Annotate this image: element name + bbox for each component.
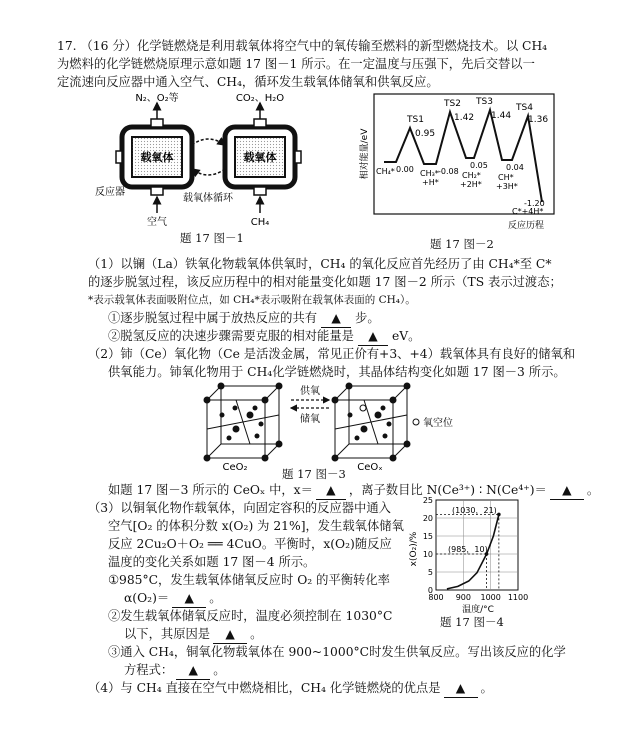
ts3-value: 1.44 (491, 111, 512, 121)
ts1-label: TS1 (407, 115, 424, 125)
figure-4-chart (408, 494, 529, 615)
fig3-ceox-label: CeOₓ (357, 462, 383, 473)
species-c4h: C*+4H* (512, 207, 544, 216)
fig1-cycle-label: 载氧体循环 (183, 193, 233, 204)
part3-line3: 反应 2Cu₂O＋O₂ ══ 4CuO。平衡时，x(O₂)随反应 (108, 537, 392, 551)
fig4-xtick-label: 1000 (480, 593, 501, 602)
fig4-xtick-label: 1100 (507, 593, 529, 602)
part2-line2: 供氧能力。铈氧化物用于 CH₄化学链燃烧时，其晶体结构变化如题 17 图－3 所示。 (108, 365, 566, 379)
min5-value: -1.20 (524, 199, 545, 208)
part1-q1-blank[interactable]: ▲ (321, 310, 351, 328)
ts4-value: 1.36 (528, 115, 549, 125)
fig4-ytick-label: 5 (427, 568, 433, 577)
fig4-point-a-label: (1030，21) (452, 506, 497, 515)
fig3-store-label: 储氧 (300, 414, 320, 425)
part1-line1: （1）以镧（La）铁氧化物载氧体供氧时，CH₄ 的氧化反应首先经历了由 CH₄*至 C* (88, 257, 552, 271)
oxygen-vacancy-marker (360, 405, 366, 411)
figure-1-diagram (95, 95, 315, 245)
fig3-ceo2-label: CeO₂ (222, 462, 248, 473)
fig4-ylabel: x(O₂)/% (409, 531, 419, 567)
ceox-lattice (335, 386, 407, 458)
part1-q1: ①逐步脱氢过程中属于放热反应的共有 ▲ 步。 (108, 310, 380, 328)
fig4-xtick-label: 800 (428, 593, 444, 602)
species-ch2: CH₂* (462, 171, 481, 180)
fig1-left-box-label: 载氧体 (140, 151, 174, 164)
min1-value: 0.00 (396, 165, 414, 174)
fig4-ytick-label: 25 (422, 496, 433, 505)
fig4-xlabel: 温度/°C (462, 605, 494, 615)
figure-3-crystal (195, 380, 465, 473)
part3-q3-line1: ③通入 CH₄，铜氧化物载氧体在 900~1000°C时发生供氧反应。写出该反应的化学 (108, 645, 566, 659)
fig1-reactor-label: 反应器 (95, 187, 125, 198)
part3-line2: 空气[O₂ 的体积分数 x(O₂) 为 21%]，发生载氧体储氧 (108, 519, 404, 533)
fig1-right-box-label: 载氧体 (243, 151, 277, 164)
legend-vacancy-icon (413, 419, 419, 425)
part4-question: （4）与 CH₄ 直接在空气中燃烧相比，CH₄ 化学链燃烧的优点是 ▲ 。 (88, 680, 493, 698)
part3-q2-line2: 以下，其原因是 ▲ 。 (124, 626, 262, 644)
fig3-supply-label: 供氧 (300, 386, 320, 397)
fig4-ytick-label: 20 (422, 514, 433, 523)
part3-q3-line2: 方程式： ▲ 。 (124, 662, 226, 680)
part3-q1-blank[interactable]: ▲ (172, 590, 206, 608)
species-3h: +3H* (496, 182, 518, 191)
ts4-label: TS4 (516, 103, 533, 113)
ts1-value: 0.95 (415, 129, 436, 139)
question-intro-line1: 17. （16 分）化学链燃烧是利用载氧体将空气中的氧传输至燃料的新型燃烧技术。以 CH₄ (57, 39, 548, 53)
question-intro-line3: 定流速向反应器中通入空气、CH₄，循环发生载氧体储氧和供氧反应。 (57, 75, 439, 89)
question-points: （16 分） (80, 39, 137, 53)
part4-blank[interactable]: ▲ (444, 680, 478, 698)
fig4-ytick-label: 15 (422, 532, 433, 541)
part2-ratio-blank[interactable]: ▲ (550, 482, 584, 500)
fig2-caption: 题 17 图－2 (430, 237, 494, 251)
part1-q2: ②脱氢反应的决速步骤需要克服的相对能量是 ▲ eV。 (108, 328, 420, 346)
fig2-y-axis-label: 相对能量/eV (360, 128, 370, 180)
fig1-caption: 题 17 图－1 (180, 231, 244, 245)
species-ch3: CH₃* (420, 169, 439, 178)
part3-line4: 温度的变化关系如题 17 图－4 所示。 (108, 555, 316, 569)
fig3-legend-label: 氧空位 (423, 418, 453, 429)
fig4-xtick-label: 900 (455, 593, 471, 602)
ts3-label: TS3 (476, 97, 493, 107)
part3-line1: （3）以铜氧化物作载氧体，向固定容积的反应器中通入 (88, 501, 391, 515)
fig1-top-left-label: N₂、O₂等 (135, 93, 179, 104)
question-number: 17. (57, 39, 77, 53)
part1-q2-blank[interactable]: ▲ (358, 328, 388, 346)
fig4-point (497, 513, 501, 517)
part2-line1: （2）铈（Ce）氧化物（Ce 是活泼金属，常见正价有+3、+4）载氧体具有良好的储氧和 (88, 347, 576, 361)
fig3-caption: 题 17 图－3 (282, 467, 346, 481)
part3-q3-blank[interactable]: ▲ (176, 662, 210, 680)
species-2h: +2H* (460, 180, 482, 189)
part1-line2: 的逐步脱氢过程，该反应历程中的相对能量变化如题 17 图－2 所示（TS 表示过渡态； (88, 275, 562, 289)
part3-q1-line2: α(O₂)＝ ▲ 。 (124, 590, 222, 608)
fig1-top-right-label: CO₂、H₂O (235, 93, 285, 104)
fig4-point-b-label: (985，10) (448, 545, 488, 554)
figure-2-energy-diagram (358, 92, 558, 232)
part2-x-blank[interactable]: ▲ (316, 482, 346, 500)
part1-line3: *表示载氧体表面吸附位点，如 CH₄*表示吸附在载氧体表面的 CH₄）。 (88, 294, 416, 306)
fig4-caption: 题 17 图－4 (440, 615, 504, 629)
fig4-ytick-label: 10 (422, 550, 433, 559)
part2-question: 如题 17 图－3 所示的 CeOₓ 中，x＝ ▲ ，离子数目比 N(Ce³⁺) ∶ N(Ce⁴⁺)＝ ▲ 。 (108, 482, 599, 500)
fig2-x-axis-label: 反应历程 (508, 221, 545, 231)
species-h: +H* (422, 178, 439, 187)
question-intro-line2: 为燃料的化学链燃烧原理示意如题 17 图－1 所示。在一定温度与压强下，先后交替以一 (57, 57, 535, 71)
ceo2-lattice (207, 386, 279, 458)
min2-value: -0.08 (438, 167, 459, 176)
part3-q1-line1: ①985°C，发生载氧体储氧反应时 O₂ 的平衡转化率 (108, 573, 390, 587)
species-ch4: CH₄* (376, 167, 395, 176)
fig4-ytick-label: 0 (427, 586, 433, 595)
min4-value: 0.04 (506, 163, 524, 172)
fig1-air-label: 空气 (147, 217, 167, 228)
part3-q2-blank[interactable]: ▲ (213, 626, 247, 644)
ts2-value: 1.42 (454, 113, 475, 123)
min3-value: 0.05 (470, 161, 488, 170)
fig1-ch4-label: CH₄ (250, 217, 270, 228)
species-ch: CH* (498, 173, 514, 182)
ts2-label: TS2 (444, 99, 461, 109)
part3-q2-line1: ②发生载氧体储氧反应时，温度必须控制在 1030°C (108, 609, 393, 623)
